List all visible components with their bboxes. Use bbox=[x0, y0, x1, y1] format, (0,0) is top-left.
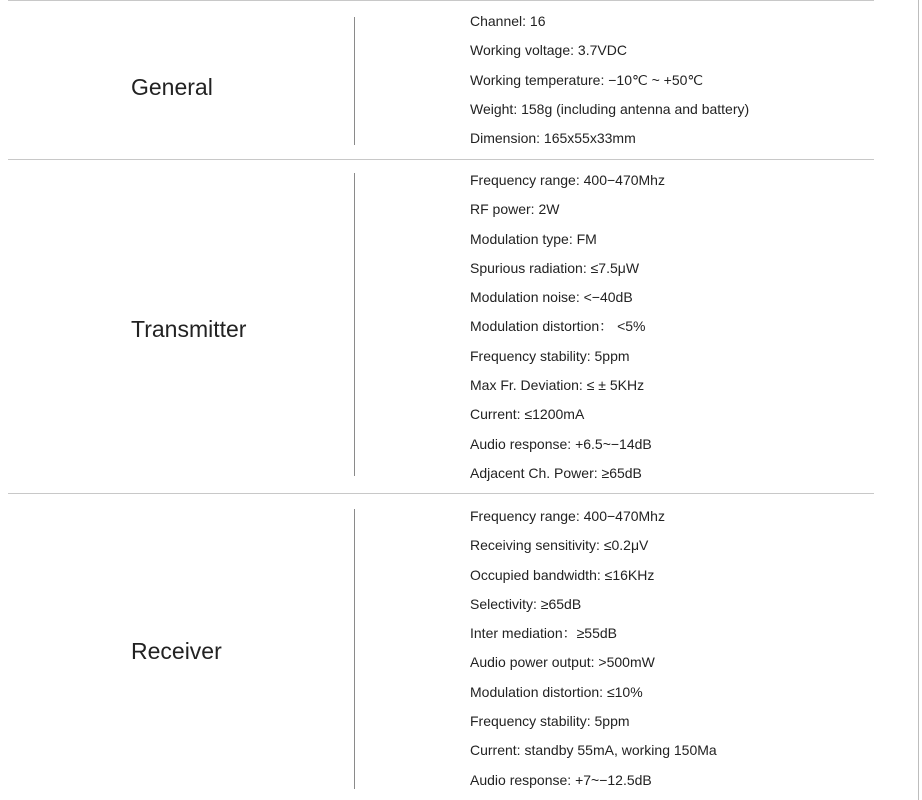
spec-item: Receiving sensitivity: ≤0.2μV bbox=[470, 537, 649, 554]
spec-item: Adjacent Ch. Power: ≥65dB bbox=[470, 464, 642, 481]
spec-item: Selectivity: ≥65dB bbox=[470, 595, 582, 612]
spec-item: Frequency range: 400−470Mhz bbox=[470, 172, 665, 188]
spec-item: Frequency stability: 5ppm bbox=[470, 713, 630, 730]
section-receiver bbox=[0, 493, 922, 800]
spec-item: Max Fr. Deviation: ≤ ± 5KHz bbox=[470, 377, 645, 394]
spec-item: Audio response: +7~−12.5dB bbox=[470, 771, 652, 788]
section-title: General bbox=[131, 74, 213, 100]
column-divider bbox=[354, 509, 355, 789]
section-title: Transmitter bbox=[131, 316, 247, 342]
spec-item: Frequency range: 400−470Mhz bbox=[470, 508, 665, 524]
section-title: Receiver bbox=[131, 638, 222, 664]
spec-item: Occupied bandwidth: ≤16KHz bbox=[470, 566, 655, 583]
spec-item: Channel: 16 bbox=[470, 13, 546, 29]
spec-item: RF power: 2W bbox=[470, 201, 560, 218]
spec-item: Modulation distortion： <5% bbox=[470, 318, 646, 335]
spec-item: Modulation type: FM bbox=[470, 230, 597, 247]
section-general bbox=[0, 0, 922, 159]
spec-item: Working temperature: −10℃ ~ +50℃ bbox=[470, 71, 704, 88]
spec-item: Dimension: 165x55x33mm bbox=[470, 130, 636, 147]
spec-item: Working voltage: 3.7VDC bbox=[470, 42, 627, 59]
spec-list bbox=[470, 166, 665, 488]
spec-item: Modulation distortion: ≤10% bbox=[470, 683, 643, 700]
spec-list bbox=[470, 502, 717, 795]
section-transmitter bbox=[0, 159, 922, 493]
spec-item: Audio power output: >500mW bbox=[470, 654, 655, 671]
column-divider bbox=[354, 17, 355, 145]
spec-item: Frequency stability: 5ppm bbox=[470, 347, 630, 364]
spec-item: Weight: 158g (including antenna and battery) bbox=[470, 100, 750, 117]
spec-item: Inter mediation：≥55dB bbox=[470, 625, 617, 642]
spec-item: Current: ≤1200mA bbox=[470, 406, 585, 423]
column-divider bbox=[354, 173, 355, 476]
spec-item: Modulation noise: <−40dB bbox=[470, 289, 633, 306]
spec-item: Spurious radiation: ≤7.5μW bbox=[470, 259, 640, 276]
spec-item: Current: standby 55mA, working 150Ma bbox=[470, 742, 717, 759]
spec-item: Audio response: +6.5~−14dB bbox=[470, 435, 652, 452]
spec-list bbox=[470, 7, 749, 153]
